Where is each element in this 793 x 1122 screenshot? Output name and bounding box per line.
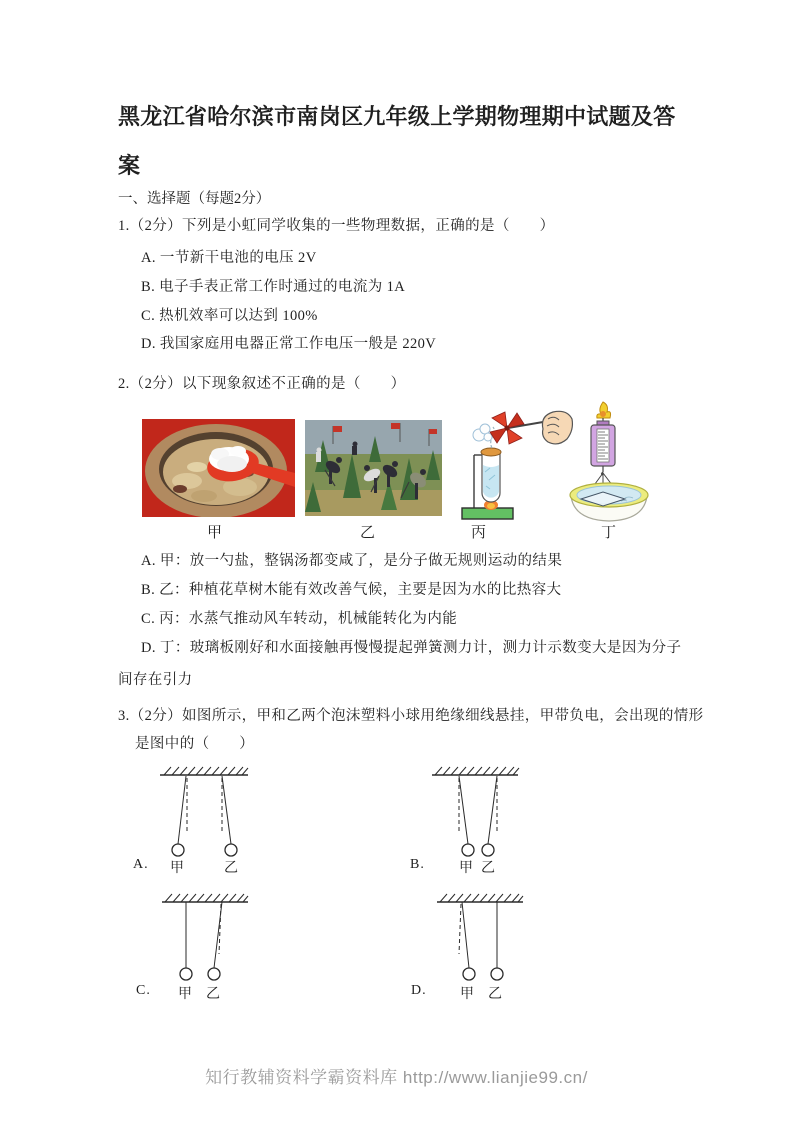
figure-label-yi: 乙 bbox=[360, 525, 376, 541]
q2-stem: 2.（2分）以下现象叙述不正确的是（ ） bbox=[118, 376, 406, 392]
figure-label-ding: 丁 bbox=[601, 525, 617, 541]
q3-stem: 3.（2分）如图所示，甲和乙两个泡沫塑料小球用绝缘细线悬挂，甲带负电，会出现的情形是图中的（ ） bbox=[118, 708, 704, 752]
pinwheel-icon bbox=[490, 412, 524, 444]
ceiling-hatch bbox=[165, 894, 248, 902]
q3-choice-c-ball-yi-label: 乙 bbox=[206, 987, 221, 1002]
stand-base bbox=[462, 508, 513, 519]
q3-choice-b-ball-jia-label: 甲 bbox=[459, 861, 474, 876]
q1-option-a: A. 一节新干电池的电压 2V bbox=[141, 250, 317, 266]
ball-jia bbox=[463, 968, 475, 980]
q2-option-c: C. 丙：水蒸气推动风车转动，机械能转化为内能 bbox=[141, 611, 458, 627]
ball-jia bbox=[180, 968, 192, 980]
flame-tassel-icon bbox=[597, 402, 611, 418]
spring-scale bbox=[591, 421, 615, 466]
q2-option-b: B. 乙：种植花草树木能有效改善气候，主要是因为水的比热容大 bbox=[141, 582, 562, 598]
q3-diagram-d bbox=[403, 891, 535, 991]
q3-choice-c-ball-jia-label: 甲 bbox=[178, 987, 193, 1002]
q1-option-c: C. 热机效率可以达到 100% bbox=[141, 308, 318, 324]
footer bbox=[0, 1063, 793, 1088]
q3-choice-a-ball-jia-label: 甲 bbox=[170, 861, 185, 876]
q1-option-d: D. 我国家庭用电器正常工作电压一般是 220V bbox=[141, 336, 437, 352]
figure-yi-tree-planting-photo bbox=[305, 420, 442, 516]
q2-option-a: A. 甲：放一勺盐，整锅汤都变咸了，是分子做无规则运动的结果 bbox=[141, 553, 563, 569]
figure-ding-spring-scale-drawing bbox=[567, 400, 653, 530]
soup-pot-image bbox=[142, 419, 295, 517]
ball-yi bbox=[208, 968, 220, 980]
ceiling-hatch bbox=[435, 767, 519, 775]
q3-diagram-a bbox=[128, 764, 260, 864]
ball-yi bbox=[491, 968, 503, 980]
ceiling-hatch bbox=[440, 894, 523, 902]
figure-label-jia: 甲 bbox=[207, 525, 223, 541]
q3-choice-d-ball-jia-label: 甲 bbox=[460, 987, 475, 1002]
ball-jia bbox=[172, 844, 184, 856]
spring-scale-experiment-image bbox=[567, 400, 653, 530]
q3-choice-d-ball-yi-label: 乙 bbox=[488, 987, 503, 1002]
ball-jia bbox=[462, 844, 474, 856]
steam-cloud-icon bbox=[473, 424, 492, 441]
ceiling-hatch bbox=[164, 767, 248, 775]
q3-choice-b-ball-yi-label: 乙 bbox=[481, 861, 496, 876]
q3-choice-a-ball-yi-label: 乙 bbox=[224, 861, 239, 876]
figure-label-bing: 丙 bbox=[471, 525, 487, 541]
q3-choice-b-letter: B. bbox=[410, 857, 425, 872]
q3-diagram-b bbox=[403, 764, 535, 864]
test-tube bbox=[481, 448, 501, 502]
q3-choice-d-letter: D. bbox=[411, 983, 427, 998]
ball-yi bbox=[225, 844, 237, 856]
q3-diagram-c bbox=[128, 891, 260, 991]
tree-planting-image bbox=[305, 420, 442, 516]
section-heading: 一、选择题（每题2分） bbox=[118, 191, 271, 207]
page-title: 黑龙江省哈尔滨市南岗区九年级上学期物理期中试题及答案 bbox=[118, 104, 676, 178]
figure-bing-pinwheel-drawing bbox=[455, 402, 575, 524]
q2-option-d: D. 丁：玻璃板刚好和水面接触再慢慢提起弹簧测力计，测力计示数变大是因为分子间存在引力 bbox=[118, 640, 682, 688]
pinwheel-experiment-image bbox=[455, 402, 575, 524]
q3-choice-a-letter: A. bbox=[133, 857, 149, 872]
footer-link[interactable]: 知行教辅资料学霸资料库 http://www.lianjie99.cn/ bbox=[205, 1068, 588, 1087]
q1-stem: 1.（2分）下列是小虹同学收集的一些物理数据，正确的是（ ） bbox=[118, 218, 555, 234]
ball-yi bbox=[482, 844, 494, 856]
q3-choice-c-letter: C. bbox=[136, 983, 151, 998]
q1-option-b: B. 电子手表正常工作时通过的电流为 1A bbox=[141, 279, 406, 295]
figure-jia-soup-photo bbox=[142, 419, 295, 517]
